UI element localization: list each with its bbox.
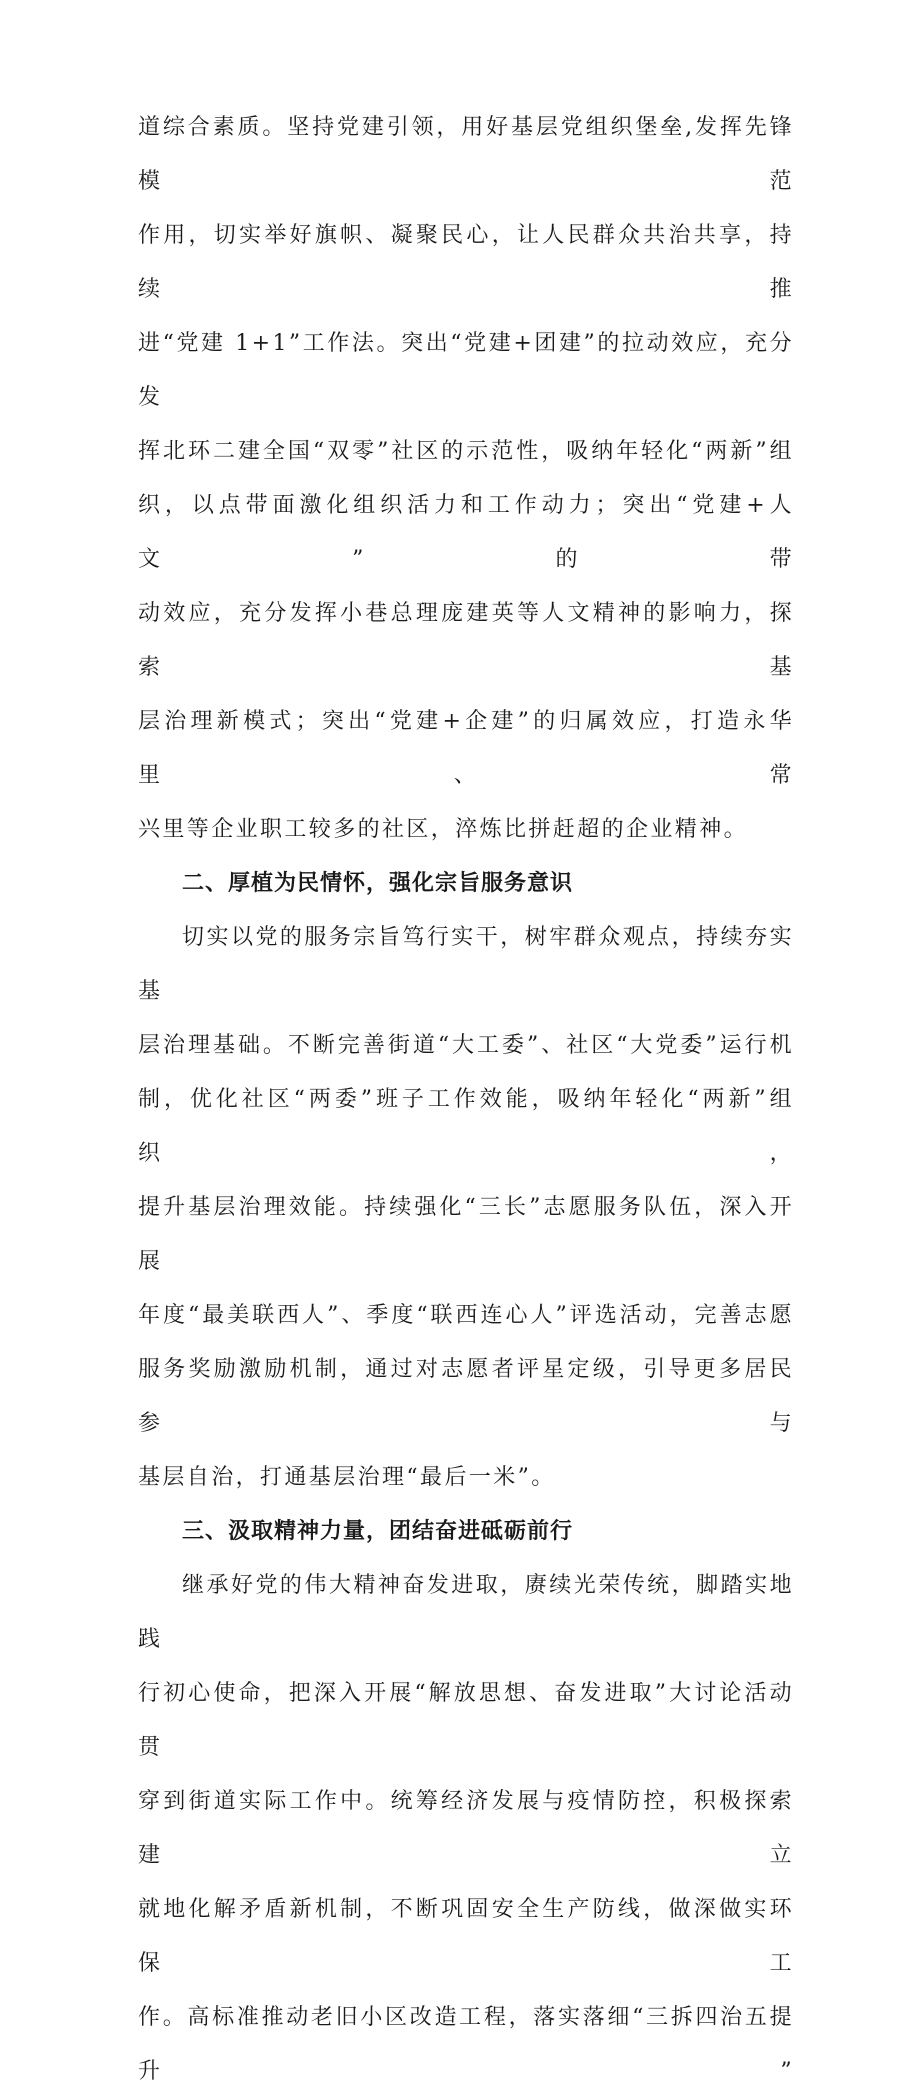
text-line: 提升基层治理效能。持续强化“三长”志愿服务队伍，深入开展 (138, 1195, 794, 1274)
text-line: 作。高标准推动老旧小区改造工程，落实落细“三拆四治五提升” (138, 2005, 794, 2084)
section-heading-2: 二、厚植为民情怀，强化宗旨服务意识 (182, 871, 574, 896)
section-heading-3: 三、汲取精神力量，团结奋进砥砺前行 (182, 1519, 574, 1544)
text-line: 层治理基础。不断完善街道“大工委”、社区“大党委”运行机 (138, 1033, 794, 1058)
text-line: 作用，切实举好旗帜、凝聚民心，让人民群众共治共享，持续推 (138, 223, 794, 302)
text-line: 年度“最美联西人”、季度“联西连心人”评选活动，完善志愿 (138, 1303, 794, 1328)
text-line: 制，优化社区“两委”班子工作效能，吸纳年轻化“两新”组织， (138, 1087, 794, 1166)
text-line: 就地化解矛盾新机制，不断巩固安全生产防线，做深做实环保工 (138, 1897, 794, 1976)
text-line: 层治理新模式；突出“党建+企建”的归属效应，打造永华里、常 (138, 709, 794, 788)
text-line: 道综合素质。坚持党建引领，用好基层党组织堡垒,发挥先锋模范 (138, 115, 794, 194)
text-line: 穿到街道实际工作中。统筹经济发展与疫情防控，积极探索建立 (138, 1789, 794, 1868)
text-line: 继承好党的伟大精神奋发进取，赓续光荣传统，脚踏实地践 (138, 1573, 794, 1652)
text-line: 织，以点带面激化组织活力和工作动力；突出“党建+人文”的带 (138, 493, 794, 572)
text-line: 兴里等企业职工较多的社区，淬炼比拼赶超的企业精神。 (138, 817, 749, 842)
paragraph-2 (138, 911, 794, 1505)
text-line: 服务奖励激励机制，通过对志愿者评星定级，引导更多居民参与 (138, 1357, 794, 1436)
text-line: 进“党建 1+1”工作法。突出“党建+团建”的拉动效应，充分发 (138, 331, 794, 410)
text-line: 基层自治，打通基层治理“最后一米”。 (138, 1465, 556, 1490)
text-line: 挥北环二建全国“双零”社区的示范性，吸纳年轻化“两新”组 (138, 439, 794, 464)
text-line: 行初心使命，把深入开展“解放思想、奋发进取”大讨论活动贯 (138, 1681, 794, 1760)
text-line: 切实以党的服务宗旨笃行实干，树牢群众观点，持续夯实基 (138, 925, 794, 1004)
paragraph-1 (138, 101, 794, 857)
text-line: 动效应，充分发挥小巷总理庞建英等人文精神的影响力，探索基 (138, 601, 794, 680)
document-body (138, 101, 794, 2099)
paragraph-3 (138, 1559, 794, 2099)
